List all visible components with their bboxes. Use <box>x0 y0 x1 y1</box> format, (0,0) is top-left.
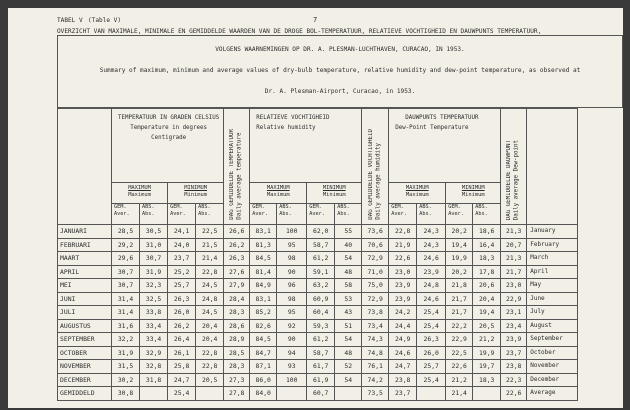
value-cell: 16,4 <box>473 238 501 252</box>
dewpoint-title-nl: DAUWPUNTS TEMPERATUUR <box>405 115 479 121</box>
value-cell <box>417 387 446 401</box>
value-cell: 23,0 <box>389 265 417 279</box>
value-cell: 20,4 <box>196 333 224 347</box>
value-cell: 75,0 <box>362 279 389 293</box>
value-cell: 18,3 <box>473 373 501 387</box>
month-nl-cell: AUGUSTUS <box>58 319 112 333</box>
value-cell: 48 <box>335 346 362 360</box>
value-cell: 31,9 <box>112 346 140 360</box>
abbr-gem: GEM. Aver. <box>168 204 196 225</box>
value-cell: 73,8 <box>362 306 389 320</box>
dewpoint-title-en: Dew-Point Temperature <box>395 125 469 131</box>
value-cell: 28,6 <box>224 319 250 333</box>
value-cell: 61,7 <box>307 360 335 374</box>
value-cell: 23,9 <box>389 279 417 293</box>
value-cell: 21,2 <box>446 373 473 387</box>
value-cell: 62,0 <box>307 225 335 239</box>
value-cell: 23,4 <box>501 319 527 333</box>
table-label-en: (Table V) <box>88 17 122 24</box>
value-cell: 24,7 <box>168 373 196 387</box>
daily-avg-dewpoint-nl: DAG GEMIDDELDE DAUWPUNT <box>506 139 513 220</box>
value-cell: 60,7 <box>307 387 335 401</box>
value-cell: 76,1 <box>362 360 389 374</box>
value-cell: 54 <box>335 252 362 266</box>
table-row <box>58 333 578 347</box>
value-cell: 26,6 <box>224 225 250 239</box>
value-cell: 24,5 <box>196 279 224 293</box>
value-cell: 84,0 <box>250 387 277 401</box>
value-cell: 21,2 <box>473 333 501 347</box>
value-cell: 22,8 <box>196 265 224 279</box>
daily-avg-temp-nl: DAG GEMIDDELDE TEMPERATUUR <box>229 129 236 220</box>
value-cell: 63,2 <box>307 279 335 293</box>
value-cell: 23,9 <box>389 292 417 306</box>
value-cell: 33,4 <box>140 319 168 333</box>
value-cell: 58,7 <box>307 346 335 360</box>
table-row <box>58 373 578 387</box>
value-cell: 20,2 <box>446 225 473 239</box>
value-cell: 85,2 <box>250 306 277 320</box>
value-cell: 73,4 <box>362 319 389 333</box>
title-dutch-line-1: OVERZICHT VAN MAXIMALE, MINIMALE EN GEMIDDELDE WAARDEN VAN DE DROGE BOL-TEMPERATUUR, RELATIEVE VOCHTIGHEID EN DAUWPUNTS TEMPERATUUR, <box>57 28 542 35</box>
table-row <box>58 292 578 306</box>
abbrev-header-row <box>58 204 578 225</box>
value-cell: 20,5 <box>196 373 224 387</box>
value-cell: 84,9 <box>250 279 277 293</box>
month-en-cell: September <box>527 333 578 347</box>
value-cell: 40 <box>335 238 362 252</box>
table-row <box>58 265 578 279</box>
daily-avg-temp-en: Daily average temperature <box>236 132 243 220</box>
value-cell: 55 <box>335 225 362 239</box>
daily-avg-humidity-en: Daily average humidity <box>375 143 382 220</box>
month-nl-cell: JUNI <box>58 292 112 306</box>
value-cell: 84,5 <box>250 333 277 347</box>
month-nl-cell: GEMIDDELD <box>58 387 112 401</box>
month-en-cell: December <box>527 373 578 387</box>
value-cell: 32,9 <box>140 346 168 360</box>
month-en-cell: March <box>527 252 578 266</box>
value-cell: 18,3 <box>473 252 501 266</box>
value-cell: 27,9 <box>224 279 250 293</box>
value-cell: 32,5 <box>140 292 168 306</box>
abbr-gem: GEM. Aver. <box>446 204 473 225</box>
abbr-abs: ABS. Abs. <box>277 204 307 225</box>
value-cell: 22,8 <box>196 360 224 374</box>
value-cell: 23,7 <box>168 252 196 266</box>
month-en-cell: January <box>527 225 578 239</box>
group-header-row <box>58 109 578 183</box>
value-cell: 23,8 <box>389 373 417 387</box>
value-cell: 24,3 <box>417 238 446 252</box>
value-cell: 21,9 <box>389 238 417 252</box>
value-cell: 81,3 <box>250 238 277 252</box>
value-cell: 24,6 <box>417 252 446 266</box>
month-nl-cell: NOVEMBER <box>58 360 112 374</box>
abbr-abs: ABS. Abs. <box>335 204 362 225</box>
value-cell: 90 <box>277 333 307 347</box>
value-cell: 22,6 <box>446 360 473 374</box>
value-cell: 20,6 <box>473 279 501 293</box>
value-cell: 54 <box>335 333 362 347</box>
abbr-gem: GEM. Aver. <box>250 204 277 225</box>
month-en-cell: June <box>527 292 578 306</box>
dew-max-header: MAXIMUM Maximum <box>389 183 446 204</box>
value-cell: 87,1 <box>250 360 277 374</box>
value-cell: 60,4 <box>307 306 335 320</box>
page-number: 7 <box>313 16 318 24</box>
humidity-title-nl: RELATIEVE VOCHTIGHEID <box>256 115 330 121</box>
value-cell: 21,5 <box>196 238 224 252</box>
temp-min-header: MINIMUM Minimum <box>168 183 224 204</box>
value-cell: 30,5 <box>140 225 168 239</box>
value-cell: 59,1 <box>307 265 335 279</box>
value-cell <box>277 387 307 401</box>
value-cell: 100 <box>277 225 307 239</box>
value-cell: 25,7 <box>417 360 446 374</box>
month-nl-cell: MAART <box>58 252 112 266</box>
value-cell: 30,7 <box>112 279 140 293</box>
month-en-cell: Average <box>527 387 578 401</box>
value-cell: 30,2 <box>112 373 140 387</box>
value-cell: 29,2 <box>112 238 140 252</box>
value-cell: 100 <box>277 373 307 387</box>
value-cell: 28,3 <box>224 360 250 374</box>
value-cell: 24,7 <box>389 360 417 374</box>
value-cell: 24,0 <box>168 238 196 252</box>
value-cell: 21,4 <box>446 387 473 401</box>
month-nl-cell: OCTOBER <box>58 346 112 360</box>
value-cell: 26,0 <box>417 346 446 360</box>
value-cell: 27,3 <box>224 373 250 387</box>
month-header-en <box>527 109 578 225</box>
dewpoint-group-header <box>389 109 501 183</box>
value-cell: 82,6 <box>250 319 277 333</box>
value-cell: 98 <box>277 252 307 266</box>
value-cell: 20,5 <box>473 319 501 333</box>
table-row <box>58 346 578 360</box>
value-cell: 96 <box>277 279 307 293</box>
value-cell: 28,9 <box>224 333 250 347</box>
document-page <box>8 8 623 408</box>
value-cell: 28,5 <box>112 225 140 239</box>
value-cell: 26,3 <box>224 252 250 266</box>
month-en-cell: May <box>527 279 578 293</box>
value-cell <box>140 387 168 401</box>
abbr-abs: ABS. Abs. <box>196 204 224 225</box>
value-cell: 24,5 <box>196 306 224 320</box>
value-cell: 28,3 <box>224 306 250 320</box>
value-cell: 18,6 <box>473 225 501 239</box>
abbr-abs: ABS. Abs. <box>473 204 501 225</box>
value-cell: 60,9 <box>307 292 335 306</box>
value-cell: 86,0 <box>250 373 277 387</box>
table-body <box>58 225 578 401</box>
value-cell: 24,8 <box>417 279 446 293</box>
value-cell: 23,7 <box>389 387 417 401</box>
value-cell: 51 <box>335 319 362 333</box>
value-cell: 31,5 <box>112 360 140 374</box>
value-cell: 19,9 <box>473 346 501 360</box>
table-row <box>58 360 578 374</box>
temperature-group-header <box>112 109 224 183</box>
value-cell: 98 <box>277 292 307 306</box>
value-cell: 25,7 <box>168 279 196 293</box>
value-cell: 48 <box>335 265 362 279</box>
value-cell: 73,6 <box>362 225 389 239</box>
value-cell: 83,1 <box>250 225 277 239</box>
abbr-gem: GEM. Aver. <box>389 204 417 225</box>
month-nl-cell: FEBRUARI <box>58 238 112 252</box>
value-cell: 22,5 <box>196 225 224 239</box>
value-cell: 54 <box>335 373 362 387</box>
month-en-cell: August <box>527 319 578 333</box>
temperature-title-nl: TEMPERATUUR IN GRADEN CELSIUS <box>118 115 220 121</box>
value-cell: 23,0 <box>501 279 527 293</box>
abbr-abs: ABS. Abs. <box>417 204 446 225</box>
value-cell: 21,7 <box>446 306 473 320</box>
value-cell: 31,9 <box>140 265 168 279</box>
value-cell: 19,7 <box>473 360 501 374</box>
value-cell: 24,8 <box>196 292 224 306</box>
value-cell: 93 <box>277 360 307 374</box>
value-cell: 24,2 <box>389 306 417 320</box>
month-header-nl <box>58 109 112 225</box>
value-cell: 61,2 <box>307 333 335 347</box>
value-cell: 73,5 <box>362 387 389 401</box>
value-cell: 19,4 <box>446 238 473 252</box>
value-cell: 26,2 <box>168 319 196 333</box>
value-cell: 21,3 <box>501 252 527 266</box>
month-nl-cell: MEI <box>58 279 112 293</box>
value-cell: 24,4 <box>389 319 417 333</box>
value-cell: 25,8 <box>168 360 196 374</box>
daily-avg-dewpoint-header <box>501 109 527 225</box>
hum-min-header: MINIMUM Minimum <box>307 183 362 204</box>
value-cell: 27,6 <box>224 265 250 279</box>
value-cell: 24,6 <box>389 346 417 360</box>
value-cell: 28,4 <box>224 292 250 306</box>
value-cell <box>196 387 224 401</box>
value-cell: 25,4 <box>417 319 446 333</box>
value-cell: 23,9 <box>417 265 446 279</box>
daily-avg-humidity-header <box>362 109 389 225</box>
value-cell: 30,8 <box>112 387 140 401</box>
value-cell: 26,3 <box>417 333 446 347</box>
table-row <box>58 238 578 252</box>
value-cell: 72,9 <box>362 292 389 306</box>
value-cell: 58 <box>335 279 362 293</box>
value-cell: 26,3 <box>168 292 196 306</box>
value-cell: 21,8 <box>446 279 473 293</box>
daily-avg-humidity-nl: DAG GEMIDDELDE VOCHTIGHEID <box>367 129 374 220</box>
value-cell <box>335 387 362 401</box>
value-cell: 74,2 <box>362 373 389 387</box>
value-cell: 22,5 <box>446 346 473 360</box>
value-cell: 28,5 <box>224 346 250 360</box>
value-cell: 71,0 <box>362 265 389 279</box>
value-cell: 30,7 <box>112 265 140 279</box>
value-cell: 94 <box>277 346 307 360</box>
value-cell: 24,3 <box>417 225 446 239</box>
month-en-cell: October <box>527 346 578 360</box>
value-cell: 22,2 <box>446 319 473 333</box>
value-cell: 23,9 <box>501 333 527 347</box>
value-cell: 53 <box>335 292 362 306</box>
value-cell: 21,7 <box>501 265 527 279</box>
value-cell: 20,2 <box>446 265 473 279</box>
daily-avg-temp-header <box>224 109 250 225</box>
value-cell: 20,7 <box>501 238 527 252</box>
value-cell: 26,2 <box>224 238 250 252</box>
value-cell <box>473 387 501 401</box>
month-nl-cell: APRIL <box>58 265 112 279</box>
value-cell: 25,4 <box>417 306 446 320</box>
value-cell: 90 <box>277 265 307 279</box>
month-en-cell: February <box>527 238 578 252</box>
title-english-line-1: Summary of maximum, minimum and average values of dry-bulb temperature, relative humidity and dew-point temperature, as observed at <box>99 67 581 74</box>
table-label: TABEL V <box>57 17 83 24</box>
value-cell: 22,6 <box>501 387 527 401</box>
value-cell: 21,4 <box>196 252 224 266</box>
table-row <box>58 225 578 239</box>
value-cell: 84,5 <box>250 252 277 266</box>
month-nl-cell: SEPTEMBER <box>58 333 112 347</box>
table-row <box>58 279 578 293</box>
value-cell: 29,6 <box>112 252 140 266</box>
value-cell: 23,7 <box>501 346 527 360</box>
humidity-group-header <box>250 109 362 183</box>
value-cell: 52 <box>335 360 362 374</box>
value-cell: 22,8 <box>196 346 224 360</box>
hum-max-header: MAXIMUM Maximum <box>250 183 307 204</box>
title-english-line-2: Dr. A. Plesman-Airport, Curacao, in 1953. <box>264 88 416 95</box>
value-cell: 43 <box>335 306 362 320</box>
value-cell: 26,0 <box>168 306 196 320</box>
value-cell: 20,4 <box>473 292 501 306</box>
value-cell: 22,8 <box>389 225 417 239</box>
value-cell: 26,1 <box>168 346 196 360</box>
dew-min-header: MINIMUM Minimum <box>446 183 501 204</box>
abbr-gem: GEM. Aver. <box>112 204 140 225</box>
value-cell: 25,4 <box>417 373 446 387</box>
value-cell: 31,6 <box>112 319 140 333</box>
month-nl-cell: DECEMBER <box>58 373 112 387</box>
climate-table <box>57 108 578 401</box>
value-cell: 17,8 <box>473 265 501 279</box>
value-cell: 19,9 <box>446 252 473 266</box>
month-en-cell: July <box>527 306 578 320</box>
value-cell: 95 <box>277 306 307 320</box>
table-row <box>58 252 578 266</box>
value-cell: 22,6 <box>389 252 417 266</box>
value-cell: 74,3 <box>362 333 389 347</box>
humidity-title-en: Relative humidity <box>256 125 316 131</box>
value-cell: 22,9 <box>446 333 473 347</box>
month-en-cell: April <box>527 265 578 279</box>
value-cell: 61,9 <box>307 373 335 387</box>
value-cell: 92 <box>277 319 307 333</box>
table-row <box>58 319 578 333</box>
value-cell: 31,4 <box>112 306 140 320</box>
table-row <box>58 387 578 401</box>
value-cell: 31,4 <box>112 292 140 306</box>
value-cell: 26,4 <box>168 333 196 347</box>
value-cell: 21,7 <box>446 292 473 306</box>
value-cell: 24,6 <box>417 292 446 306</box>
value-cell: 23,1 <box>501 306 527 320</box>
value-cell: 22,9 <box>501 292 527 306</box>
daily-avg-dewpoint-en: Daily average Dew-point <box>513 139 520 220</box>
value-cell: 61,2 <box>307 252 335 266</box>
value-cell: 58,7 <box>307 238 335 252</box>
value-cell: 31,0 <box>140 238 168 252</box>
value-cell: 21,3 <box>501 225 527 239</box>
month-nl-cell: JANUARI <box>58 225 112 239</box>
value-cell: 20,4 <box>196 319 224 333</box>
value-cell: 30,7 <box>140 252 168 266</box>
sub-header-row <box>58 183 578 204</box>
value-cell: 95 <box>277 238 307 252</box>
value-cell: 23,8 <box>501 360 527 374</box>
value-cell: 70,6 <box>362 238 389 252</box>
title-dutch-line-2: VOLGENS WAARNEMINGEN OP DR. A. PLESMAN-LUCHTHAVEN, CURACAO, IN 1953. <box>215 46 465 53</box>
value-cell: 31,8 <box>140 373 168 387</box>
value-cell: 24,9 <box>389 333 417 347</box>
value-cell: 24,1 <box>168 225 196 239</box>
value-cell: 22,3 <box>501 373 527 387</box>
temperature-title-en-2: Centigrade <box>151 135 187 141</box>
value-cell: 32,2 <box>112 333 140 347</box>
value-cell: 25,4 <box>168 387 196 401</box>
value-cell: 32,8 <box>140 360 168 374</box>
temperature-title-en-1: Temperature in degrees <box>130 125 207 131</box>
month-en-cell: November <box>527 360 578 374</box>
value-cell: 81,4 <box>250 265 277 279</box>
value-cell: 84,7 <box>250 346 277 360</box>
value-cell: 27,8 <box>224 387 250 401</box>
value-cell: 32,3 <box>140 279 168 293</box>
value-cell: 19,4 <box>473 306 501 320</box>
abbr-gem: GEM. Aver. <box>307 204 335 225</box>
month-nl-cell: JULI <box>58 306 112 320</box>
temp-max-header: MAXIMUM Maximum <box>112 183 168 204</box>
value-cell: 33,4 <box>140 333 168 347</box>
value-cell: 25,2 <box>168 265 196 279</box>
value-cell: 33,8 <box>140 306 168 320</box>
abbr-abs: ABS. Abs. <box>140 204 168 225</box>
value-cell: 72,9 <box>362 252 389 266</box>
table-row <box>58 306 578 320</box>
value-cell: 83,1 <box>250 292 277 306</box>
value-cell: 74,8 <box>362 346 389 360</box>
value-cell: 59,3 <box>307 319 335 333</box>
